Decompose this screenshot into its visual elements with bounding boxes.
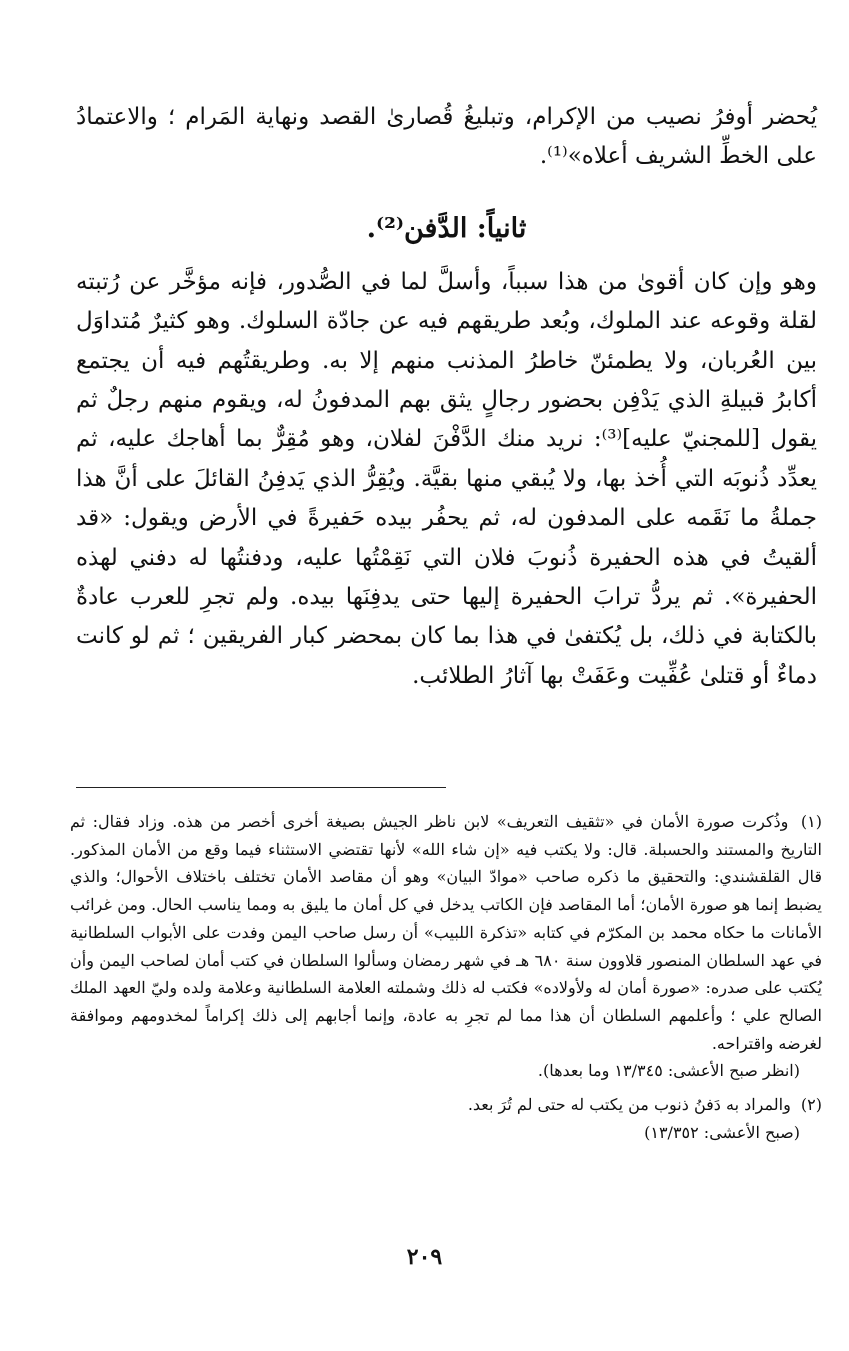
footnote-1 xyxy=(70,808,822,1085)
footnote-2-text: والمراد به دَفنُ ذنوب من يكتب له حتى لم تُرَ بعد. xyxy=(467,1095,791,1115)
footnote-2-source: (صبح الأعشى: ١٣/٣٥٢) xyxy=(644,1122,800,1142)
intro-paragraph: يُحضر أوفرُ نصيب من الإكرام، وتبليغُ قُصارىٰ القصد ونهاية المَرام ؛ والاعتمادُ على الخطِّ الشريف أعلاه»⁽¹⁾. xyxy=(76,104,817,170)
footnote-1-source: (انظر صبح الأعشى: ١٣/٣٤٥ وما بعدها). xyxy=(537,1061,800,1081)
main-text xyxy=(76,98,817,696)
footnotes xyxy=(70,808,822,1152)
footnote-2-number: (٢) xyxy=(800,1095,822,1115)
footnote-1-number: (١) xyxy=(800,812,823,831)
section-heading: ثانياً: الدَّفن⁽²⁾. xyxy=(366,212,527,244)
body-paragraph: وهو وإن كان أقوىٰ من هذا سبباً، وأسلَّ لما في الصُّدور، فإنه مؤخَّر عن رُتبته لقلة وقوعه عند الملوك، وبُعد طريقهم فيه عن جادّة السلوك. وهو كثيرٌ مُتداوَل بين العُربان، ولا يطمئنّ خاطرُ المذنب منهم إلا به. وطريقتُهم فيه أن يجتمع أكابرُ قبيلةِ الذي يَدْفِن بحضور رجالٍ يثق بهم المدفونُ له، ويقوم منهم رجلٌ ثم يقول [للمجنيّ عليه]⁽³⁾: نريد منك الدَّفْنَ لفلان، وهو مُقِرٌّ بما أهاجك عليه، ثم يعدِّد ذُنوبَه التي أُخذ بها، ولا يُبقي منها بقيَّة. ويُقِرُّ الذي يَدفِنُ القائلَ على أنَّ هذا جملةُ ما نَقَمه على المدفون له، ثم يحفُر بيده حَفيرةً في الأرض ويقول: «قد ألقيتُ في هذه الحفيرة ذُنوبَ فلان التي نَقِمْتُها عليه، ودفنتُها له دفني لهذه الحفيرة». ثم يردُّ ترابَ الحفيرة إليها حتى يدفِنَها بيده. ولم تجرِ للعرب عادةٌ بالكتابة في ذلك، بل يُكتفىٰ في هذا بما كان بمحضر كبار الفريقين ؛ ثم لو كانت دماءٌ أو قتلىٰ عُفِّيت وعَفَتْ بها آثارُ الطلائب. xyxy=(76,268,817,689)
footnote-2 xyxy=(70,1091,822,1146)
footnote-divider xyxy=(76,787,446,788)
page-number: ٢٠٩ xyxy=(406,1244,443,1270)
footnote-1-text: وذُكرت صورة الأمان في «تثقيف التعريف» لابن ناظر الجيش بصيغة أخرى أخصر من هذه. وزاد فقال: ثم التاريخ والمستند والحسبلة. قال: ولا يكتب فيه «إن شاء الله» لأنها تقتضي الاستثناء فيما وقع من الأمان المذكور. قال القلقشندي: والتحقيق ما ذكره صاحب «موادّ البيان» وهو أن مقاصد الأمان تختلف باختلاف الأحوال؛ والذي يضبط إنما هو صورة الأمان؛ أما المقاصد فإن الكاتب يدخل في كل أمان ما يليق به ومما يناسب الحال. ومن غرائب الأمانات ما حكاه محمد بن المكرّم في كتابه «تذكرة اللبيب» أن رسل صاحب اليمن وفدت على الأبواب السلطانية في عهد السلطان المنصور قلاوون سنة ٦٨٠ هـ في شهر رمضان وسألوا السلطان في كتب أمان لصاحب اليمن وأن يُكتب على صدره: «صورة أمان له ولأولاده» فكتب له ذلك وشملته العلامة السلطانية وعلامة ولده وليّ العهد الملك الصالح علي ؛ وأعلمهم السلطان أن هذا مما لم تجرِ به عادة، وإنما أجابهم إلى ذلك إكراماً لمخدومهم وموافقة لغرضه واقتراحه. xyxy=(70,812,823,1053)
